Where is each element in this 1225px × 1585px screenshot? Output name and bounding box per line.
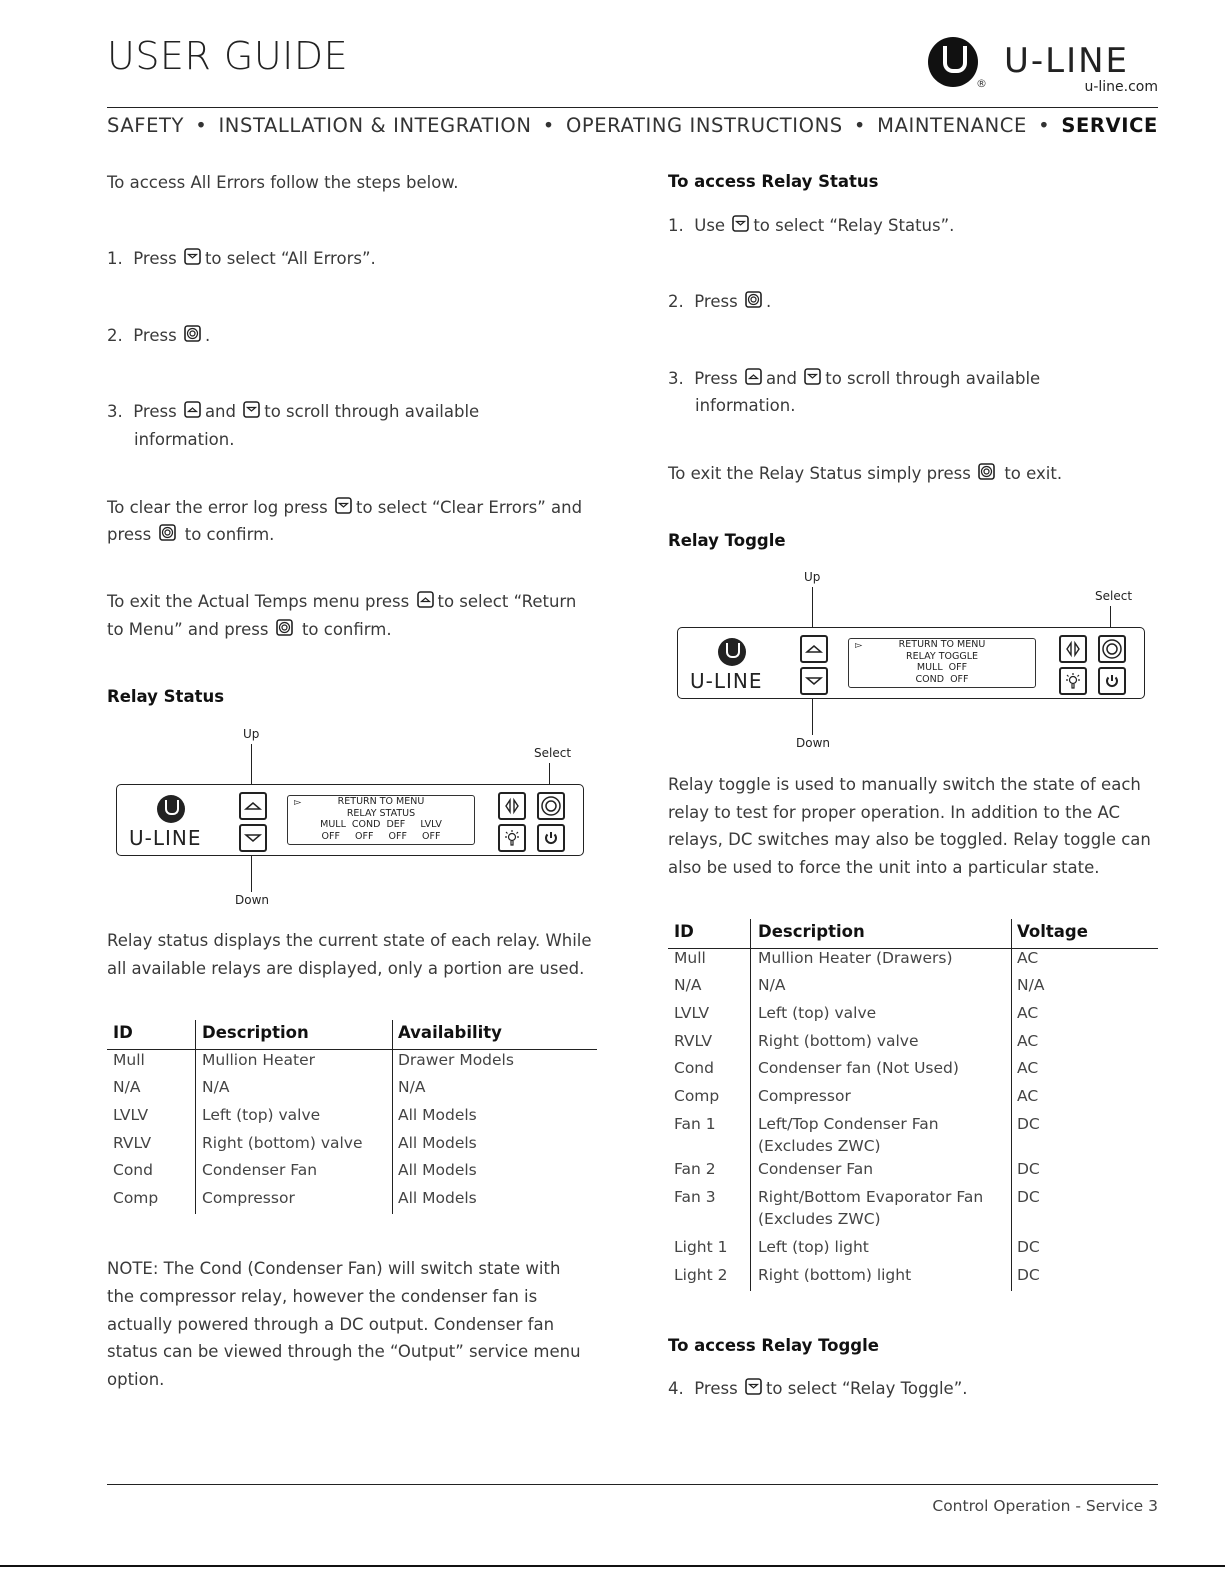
- col-header: ID: [113, 1023, 133, 1042]
- relay-toggle-heading: Relay Toggle: [668, 531, 786, 550]
- table-cell: Comp: [113, 1189, 159, 1207]
- up-label: Up: [804, 570, 821, 584]
- table-cell: Cond: [674, 1059, 714, 1077]
- exit-temps-text-2: [107, 616, 392, 644]
- text: .: [765, 292, 772, 311]
- screen-line: RETURN TO MENU: [898, 639, 986, 650]
- text: to Menu” and press: [107, 620, 269, 639]
- table-cell: Left (top) light: [758, 1238, 869, 1256]
- down-label: Down: [235, 893, 270, 907]
- table-cell: AC: [1017, 1087, 1039, 1105]
- control-panel-diagram: [677, 627, 1145, 699]
- table-cell: Compressor: [202, 1189, 295, 1207]
- text-line: relay to test for proper operation. In addition to the AC: [668, 803, 1121, 822]
- table-cell: Right (bottom) valve: [758, 1032, 919, 1050]
- text: to select “Return: [437, 592, 577, 611]
- nav-operating: OPERATING INSTRUCTIONS: [565, 114, 843, 137]
- table-cell: All Models: [398, 1134, 477, 1152]
- step-2: [668, 288, 771, 316]
- table-cell: Drawer Models: [398, 1051, 514, 1069]
- text: to scroll through available: [825, 369, 1041, 388]
- control-panel-diagram: [116, 784, 584, 856]
- select-button: [537, 792, 565, 820]
- table-cell: Left (top) valve: [202, 1106, 321, 1124]
- panel-logo-icon: [718, 638, 746, 666]
- table-cell: Mull: [674, 949, 706, 967]
- down-button: [800, 667, 828, 695]
- text: to scroll through available: [264, 402, 480, 421]
- access-relay-toggle-heading: To access Relay Toggle: [668, 1336, 879, 1355]
- down-button-icon: [243, 401, 260, 418]
- nav-sep: •: [1038, 114, 1051, 137]
- select-button-icon: [745, 291, 762, 308]
- power-button: [537, 824, 565, 852]
- table-cell: All Models: [398, 1189, 477, 1207]
- table-cell: N/A: [758, 976, 786, 994]
- table-cell: Comp: [674, 1087, 720, 1105]
- cursor-arrow-icon: ▻: [855, 640, 863, 651]
- up-label: Up: [243, 727, 260, 741]
- note-line: the compressor relay, however the condenser fan is: [107, 1287, 538, 1306]
- down-button-icon: [804, 368, 821, 385]
- up-button-icon: [417, 591, 434, 608]
- step-1: [668, 212, 954, 240]
- table-cell: DC: [1017, 1160, 1040, 1178]
- light-button: [1059, 667, 1087, 695]
- uline-logo: [928, 37, 1158, 97]
- table-cell: Left/Top Condenser Fan (Excludes ZWC): [758, 1115, 939, 1155]
- table-cell: Right (bottom) valve: [202, 1134, 363, 1152]
- table-cell: DC: [1017, 1115, 1040, 1133]
- power-button: [1098, 667, 1126, 695]
- down-button-icon: [732, 215, 749, 232]
- select-button-icon: [159, 524, 176, 541]
- text: and: [765, 369, 797, 388]
- table-cell: Fan 1: [674, 1115, 716, 1133]
- text: information.: [695, 396, 796, 415]
- table-cell: RVLV: [674, 1032, 713, 1050]
- mode-button: [1059, 635, 1087, 663]
- table-cell: All Models: [398, 1161, 477, 1179]
- text: Use: [694, 216, 726, 235]
- select-button-icon: [184, 325, 201, 342]
- table-cell: AC: [1017, 1059, 1039, 1077]
- nav-maintenance: MAINTENANCE: [877, 114, 1027, 137]
- note-line: status can be viewed through the “Output” service menu: [107, 1342, 581, 1361]
- screen-line: MULL COND DEF LVLV: [320, 819, 442, 830]
- text: Press: [133, 249, 177, 268]
- text: Press: [694, 369, 738, 388]
- clear-errors-text-2: [107, 521, 274, 549]
- up-button-icon: [184, 401, 201, 418]
- nav-sep: •: [542, 114, 555, 137]
- select-button-icon: [276, 619, 293, 636]
- document-title: USER GUIDE: [107, 34, 349, 78]
- table-cell: Light 2: [674, 1266, 728, 1284]
- up-button: [800, 635, 828, 663]
- text: Press: [694, 1379, 738, 1398]
- screen-line: RELAY TOGGLE: [906, 650, 978, 662]
- down-label: Down: [796, 736, 831, 750]
- down-button: [239, 824, 267, 852]
- nav-safety: SAFETY: [107, 114, 185, 137]
- text: and: [204, 402, 236, 421]
- step-3: [107, 398, 479, 426]
- text: to select “Relay Status”.: [753, 216, 955, 235]
- clear-errors-text: [107, 494, 582, 522]
- text: Press: [133, 402, 177, 421]
- col-header: Description: [758, 922, 865, 941]
- text-line: all available relays are displayed, only a portion are used.: [107, 959, 585, 978]
- section-nav: [107, 114, 1158, 137]
- table-cell: Compressor: [758, 1087, 851, 1105]
- step-num: 1.: [668, 216, 684, 235]
- col-header: Voltage: [1017, 922, 1088, 941]
- step-num: 2.: [668, 292, 684, 311]
- nav-sep: •: [195, 114, 208, 137]
- table-cell: Mull: [113, 1051, 145, 1069]
- down-button-icon: [184, 248, 201, 265]
- table-cell: Right (bottom) light: [758, 1266, 912, 1284]
- website: u-line.com: [1084, 79, 1158, 95]
- brand-wordmark: U-LINE: [1004, 41, 1130, 81]
- step-4: [668, 1375, 967, 1403]
- table-cell: N/A: [1017, 976, 1045, 994]
- table-cell: Condenser Fan: [202, 1161, 318, 1179]
- table-cell: Right/Bottom Evaporator Fan (Excludes ZWC): [758, 1188, 984, 1228]
- text: .: [204, 326, 211, 345]
- lcd-screen: [848, 638, 1036, 688]
- panel-brand: U-LINE: [129, 826, 202, 850]
- intro-text: To access All Errors follow the steps below.: [107, 173, 459, 192]
- relay-status-table: [107, 1020, 597, 1220]
- registered-mark: ®: [976, 77, 987, 90]
- light-button: [498, 824, 526, 852]
- table-cell: Cond: [113, 1161, 153, 1179]
- text: To exit the Relay Status simply press: [668, 464, 971, 483]
- step-num: 2.: [107, 326, 123, 345]
- nav-sep: •: [853, 114, 867, 137]
- step-3: [668, 365, 1040, 393]
- step-num: 3.: [668, 369, 684, 388]
- select-label: Select: [534, 746, 572, 760]
- text: Press: [133, 326, 177, 345]
- table-cell: Condenser fan (Not Used): [758, 1059, 959, 1077]
- step-2: [107, 322, 210, 350]
- text: to select “Clear Errors” and: [355, 498, 583, 517]
- text: information.: [134, 430, 235, 449]
- screen-line: RELAY STATUS: [346, 807, 416, 819]
- select-label: Select: [1095, 589, 1133, 603]
- step-num: 4.: [668, 1379, 684, 1398]
- down-button-icon: [745, 1378, 762, 1395]
- note-line: option.: [107, 1370, 165, 1389]
- text-line: relays, DC switches may also be toggled. Relay toggle can: [668, 830, 1151, 849]
- text: Press: [694, 292, 738, 311]
- col-header: ID: [674, 922, 694, 941]
- table-cell: Mullion Heater: [202, 1051, 316, 1069]
- text-line: Relay status displays the current state of each relay. While: [107, 931, 592, 950]
- relay-status-heading: Relay Status: [107, 687, 225, 706]
- table-cell: N/A: [202, 1078, 230, 1096]
- lcd-screen: [287, 795, 475, 845]
- table-cell: DC: [1017, 1266, 1040, 1284]
- text-line: Relay toggle is used to manually switch the state of each: [668, 775, 1141, 794]
- up-button: [239, 792, 267, 820]
- down-button-icon: [335, 497, 352, 514]
- table-cell: Condenser Fan: [758, 1160, 874, 1178]
- cursor-arrow-icon: ▻: [294, 797, 302, 808]
- text: To exit the Actual Temps menu press: [107, 592, 410, 611]
- col-header: Description: [202, 1023, 309, 1042]
- table-cell: Left (top) valve: [758, 1004, 877, 1022]
- text: to exit.: [1004, 464, 1063, 483]
- text: to select “All Errors”.: [204, 249, 376, 268]
- text: To clear the error log press: [107, 498, 328, 517]
- table-cell: All Models: [398, 1106, 477, 1124]
- screen-line: COND OFF: [915, 673, 969, 685]
- table-cell: AC: [1017, 1032, 1039, 1050]
- table-cell: AC: [1017, 1004, 1039, 1022]
- table-cell: RVLV: [113, 1134, 152, 1152]
- uline-emblem-icon: [928, 37, 978, 87]
- text: press: [107, 525, 152, 544]
- table-cell: N/A: [398, 1078, 426, 1096]
- relay-toggle-table: [668, 919, 1158, 1294]
- panel-logo-icon: [157, 795, 185, 823]
- text: to select “Relay Toggle”.: [765, 1379, 968, 1398]
- nav-installation: INSTALLATION & INTEGRATION: [218, 114, 532, 137]
- access-relay-status-heading: To access Relay Status: [668, 172, 879, 191]
- col-header: Availability: [398, 1023, 502, 1042]
- screen-line: RETURN TO MENU: [337, 796, 425, 807]
- step-num: 1.: [107, 249, 123, 268]
- screen-line: MULL OFF: [916, 662, 968, 673]
- exit-relay-status-text: [668, 460, 1062, 488]
- exit-temps-text: [107, 588, 576, 616]
- select-button-icon: [978, 463, 995, 480]
- nav-service: SERVICE: [1061, 114, 1158, 137]
- text-line: also be used to force the unit into a particular state.: [668, 858, 1100, 877]
- table-cell: Fan 2: [674, 1160, 716, 1178]
- table-cell: N/A: [674, 976, 702, 994]
- mode-button: [498, 792, 526, 820]
- select-button: [1098, 635, 1126, 663]
- up-button-icon: [745, 368, 762, 385]
- table-cell: DC: [1017, 1188, 1040, 1206]
- table-cell: LVLV: [674, 1004, 710, 1022]
- page-footer: Control Operation - Service 3: [932, 1497, 1158, 1515]
- text: to confirm.: [301, 620, 392, 639]
- screen-line: OFF OFF OFF OFF: [321, 830, 441, 842]
- table-cell: LVLV: [113, 1106, 149, 1124]
- table-cell: Light 1: [674, 1238, 728, 1256]
- step-num: 3.: [107, 402, 123, 421]
- table-cell: DC: [1017, 1238, 1040, 1256]
- text: to confirm.: [184, 525, 275, 544]
- table-cell: AC: [1017, 949, 1039, 967]
- note-line: NOTE: The Cond (Condenser Fan) will switch state with: [107, 1259, 561, 1278]
- table-cell: N/A: [113, 1078, 141, 1096]
- table-cell: Fan 3: [674, 1188, 716, 1206]
- step-1: [107, 245, 376, 273]
- note-line: actually powered through a DC output. Condenser fan: [107, 1315, 555, 1334]
- table-cell: Mullion Heater (Drawers): [758, 949, 953, 967]
- panel-brand: U-LINE: [690, 669, 763, 693]
